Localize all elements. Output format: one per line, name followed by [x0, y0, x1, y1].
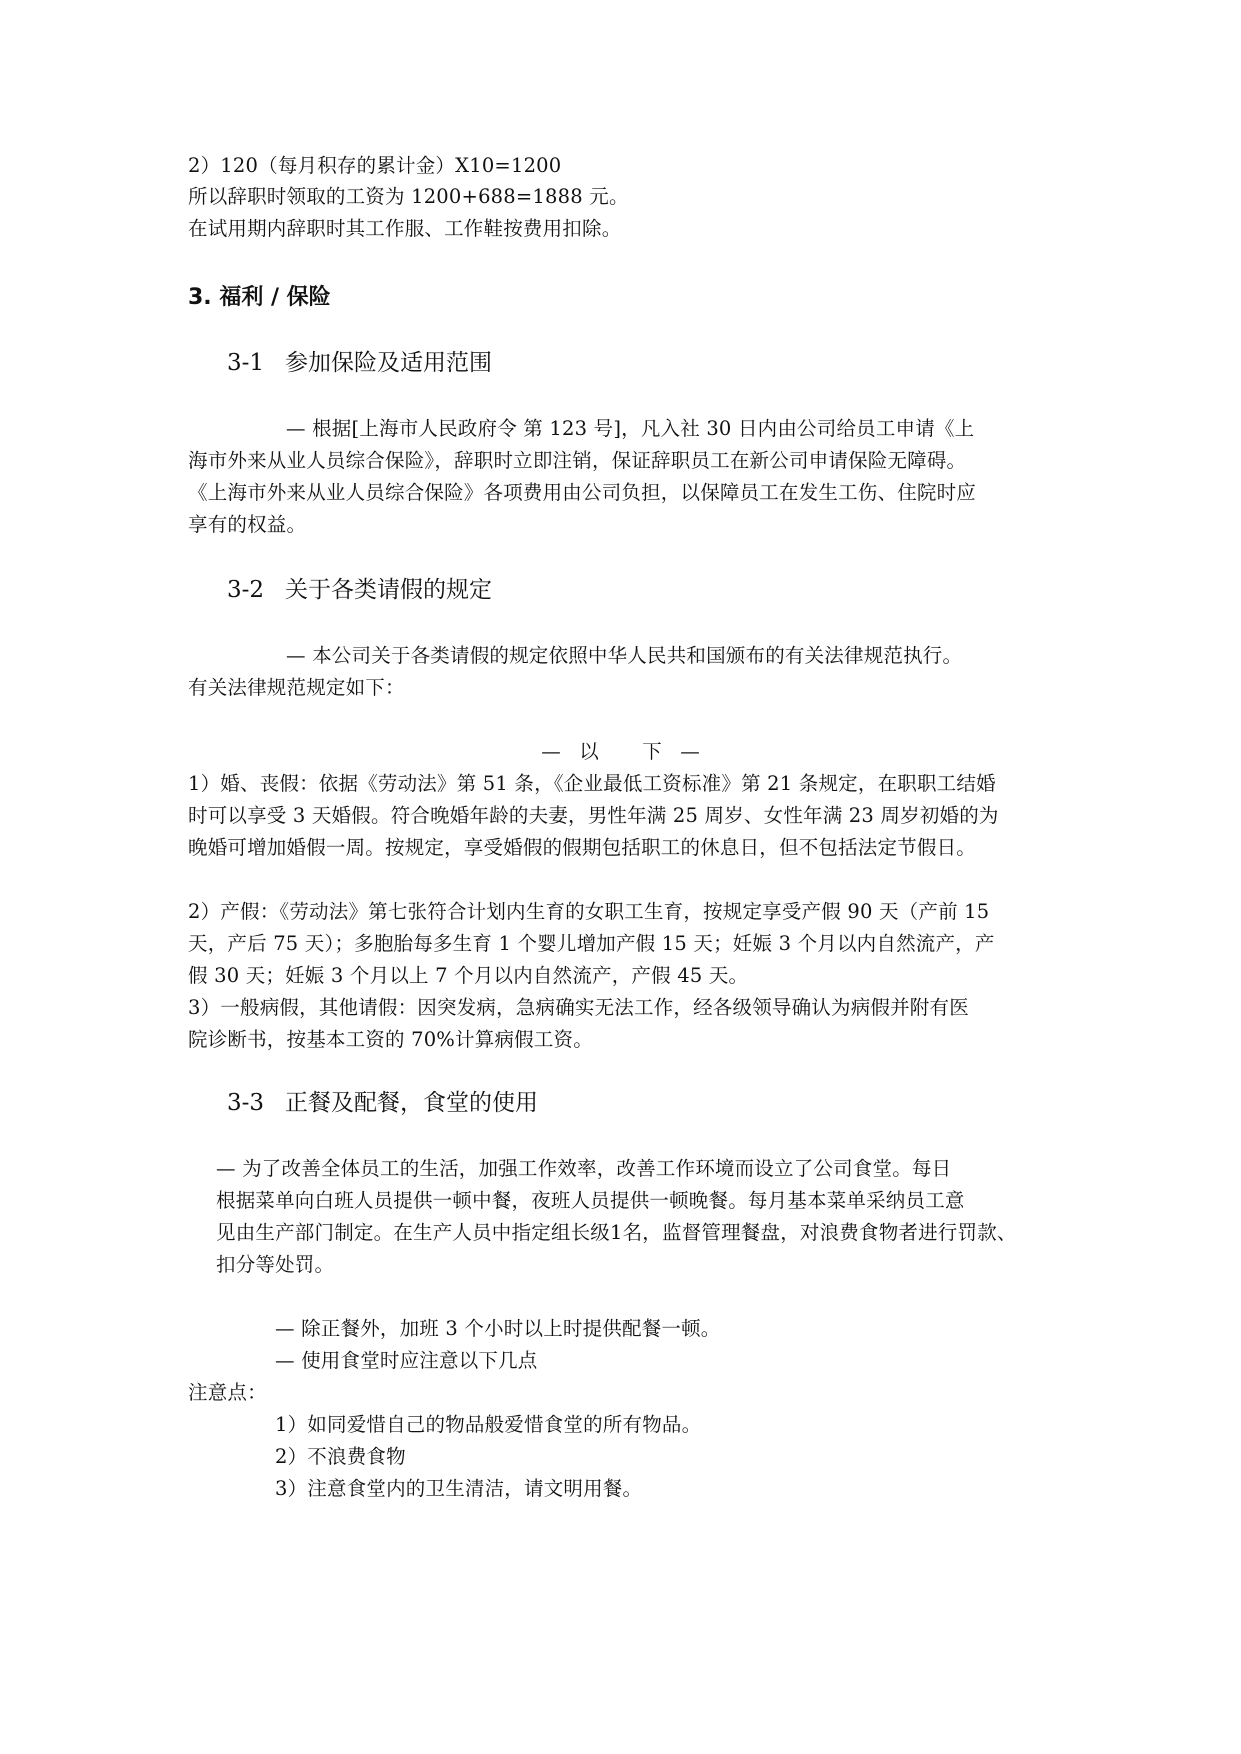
subsection-number: 3-2 [227, 577, 265, 603]
notes-label: 注意点： [188, 1381, 267, 1404]
subsection-number: 3-1 [227, 350, 265, 376]
note-2: 2）不浪费食物 [275, 1445, 406, 1468]
below-marker: — 以 下 — [541, 740, 700, 763]
intro-line-2: 所以辞职时领取的工资为 1200+688=1888 元。 [188, 185, 629, 208]
intro-line-1: 2）120（每月积存的累计金）X10=1200 [188, 154, 562, 177]
s32-line-2: 有关法律规范规定如下： [188, 676, 405, 699]
s33-bullet-1: — 除正餐外，加班 3 个小时以上时提供配餐一顿。 [275, 1317, 721, 1340]
s31-line-4: 享有的权益。 [188, 513, 307, 536]
s32-item2-line-2: 天，产后 75 天）；多胞胎每多生育 1 个婴儿增加产假 15 天；妊娠 3 个月以内自然流产，产 [188, 932, 995, 955]
s32-line-1: — 本公司关于各类请假的规定依照中华人民共和国颁布的有关法律规范执行。 [286, 644, 963, 667]
s33-bullet-2: — 使用食堂时应注意以下几点 [275, 1349, 538, 1372]
s33-para-line-4: 扣分等处罚。 [216, 1253, 335, 1276]
s33-para-line-3: 见由生产部门制定。在生产人员中指定组长级1名，监督管理餐盘，对浪费食物者进行罚款、 [216, 1221, 1017, 1244]
subsection-3-3-heading [227, 1086, 538, 1120]
s32-item1-line-2: 时可以享受 3 天婚假。符合晚婚年龄的夫妻，男性年满 25 周岁、女性年满 23 周岁初婚的为 [188, 804, 999, 827]
s33-para-line-2: 根据菜单向白班人员提供一顿中餐，夜班人员提供一顿晚餐。每月基本菜单采纳员工意 [216, 1189, 965, 1212]
subsection-3-2-heading [227, 573, 492, 607]
s32-item3-line-1: 3）一般病假，其他请假：因突发病，急病确实无法工作，经各级领导确认为病假并附有医 [188, 996, 969, 1019]
subsection-3-1-heading [227, 346, 492, 380]
intro-line-3: 在试用期内辞职时其工作服、工作鞋按费用扣除。 [188, 217, 622, 240]
s32-item1-line-1: 1）婚、丧假：依据《劳动法》第 51 条，《企业最低工资标准》第 21 条规定，在职职工结婚 [188, 772, 996, 795]
s32-item2-line-1: 2）产假：《劳动法》第七张符合计划内生育的女职工生育，按规定享受产假 90 天（产前 15 [188, 900, 990, 923]
s31-line-1: — 根据[上海市人民政府令 第 123 号]，凡入社 30 日内由公司给员工申请《上 [286, 417, 975, 440]
subsection-title: 参加保险及适用范围 [285, 350, 492, 376]
s33-para-line-1: — 为了改善全体员工的生活，加强工作效率，改善工作环境而设立了公司食堂。每日 [216, 1157, 952, 1180]
s32-item1-line-3: 晚婚可增加婚假一周。按规定，享受婚假的假期包括职工的休息日，但不包括法定节假日。 [188, 836, 977, 859]
s32-item3-line-2: 院诊断书，按基本工资的 70%计算病假工资。 [188, 1028, 593, 1051]
note-1: 1）如同爱惜自己的物品般爱惜食堂的所有物品。 [275, 1413, 702, 1436]
subsection-title: 关于各类请假的规定 [285, 577, 492, 603]
s31-line-2: 海市外来从业人员综合保险》，辞职时立即注销，保证辞职员工在新公司申请保险无障碍。 [188, 449, 967, 472]
note-3: 3）注意食堂内的卫生清洁，请文明用餐。 [275, 1477, 643, 1500]
subsection-number: 3-3 [227, 1090, 265, 1116]
s32-item2-line-3: 假 30 天；妊娠 3 个月以上 7 个月以内自然流产，产假 45 天。 [188, 964, 749, 987]
subsection-title: 正餐及配餐，食堂的使用 [285, 1090, 538, 1116]
s31-line-3: 《上海市外来从业人员综合保险》各项费用由公司负担，以保障员工在发生工伤、住院时应 [188, 481, 977, 504]
section-3-heading: 3. 福利 / 保险 [188, 285, 331, 310]
